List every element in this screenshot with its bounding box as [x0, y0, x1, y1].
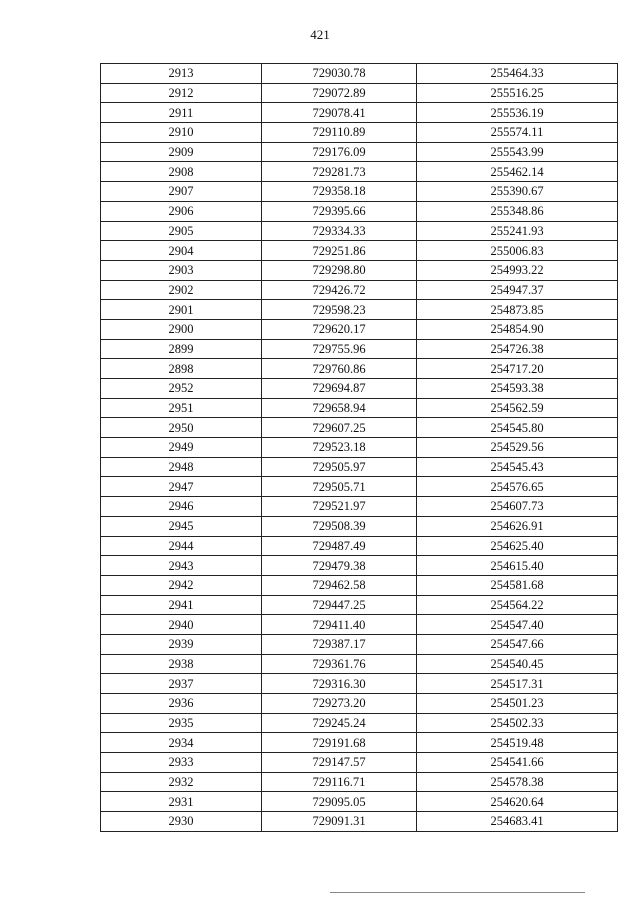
- y-coordinate-cell: 254873.85: [417, 300, 618, 320]
- y-coordinate-cell: 254576.65: [417, 477, 618, 497]
- point-number-cell: 2905: [101, 221, 262, 241]
- coordinates-table: [100, 63, 618, 832]
- x-coordinate-cell: 729316.30: [262, 674, 417, 694]
- point-number-cell: 2942: [101, 575, 262, 595]
- x-coordinate-cell: 729387.17: [262, 634, 417, 654]
- y-coordinate-cell: 254607.73: [417, 497, 618, 517]
- x-coordinate-cell: 729095.05: [262, 792, 417, 812]
- y-coordinate-cell: 255241.93: [417, 221, 618, 241]
- point-number-cell: 2899: [101, 339, 262, 359]
- point-number-cell: 2933: [101, 753, 262, 773]
- y-coordinate-cell: 254593.38: [417, 379, 618, 399]
- table-row: [101, 595, 618, 615]
- x-coordinate-cell: 729620.17: [262, 319, 417, 339]
- point-number-cell: 2911: [101, 103, 262, 123]
- x-coordinate-cell: 729147.57: [262, 753, 417, 773]
- point-number-cell: 2931: [101, 792, 262, 812]
- x-coordinate-cell: 729245.24: [262, 713, 417, 733]
- point-number-cell: 2938: [101, 654, 262, 674]
- x-coordinate-cell: 729447.25: [262, 595, 417, 615]
- y-coordinate-cell: 255543.99: [417, 142, 618, 162]
- x-coordinate-cell: 729116.71: [262, 772, 417, 792]
- x-coordinate-cell: 729281.73: [262, 162, 417, 182]
- x-coordinate-cell: 729298.80: [262, 260, 417, 280]
- x-coordinate-cell: 729091.31: [262, 812, 417, 832]
- table-row: [101, 575, 618, 595]
- y-coordinate-cell: 254529.56: [417, 438, 618, 458]
- footer-rule: [330, 892, 585, 893]
- table-row: [101, 497, 618, 517]
- table-row: [101, 300, 618, 320]
- point-number-cell: 2946: [101, 497, 262, 517]
- point-number-cell: 2902: [101, 280, 262, 300]
- y-coordinate-cell: 254993.22: [417, 260, 618, 280]
- table-row: [101, 615, 618, 635]
- x-coordinate-cell: 729110.89: [262, 123, 417, 143]
- point-number-cell: 2901: [101, 300, 262, 320]
- point-number-cell: 2939: [101, 634, 262, 654]
- x-coordinate-cell: 729334.33: [262, 221, 417, 241]
- y-coordinate-cell: 254562.59: [417, 398, 618, 418]
- y-coordinate-cell: 254547.66: [417, 634, 618, 654]
- point-number-cell: 2940: [101, 615, 262, 635]
- point-number-cell: 2930: [101, 812, 262, 832]
- x-coordinate-cell: 729072.89: [262, 83, 417, 103]
- table-row: [101, 733, 618, 753]
- point-number-cell: 2932: [101, 772, 262, 792]
- table-row: [101, 241, 618, 261]
- x-coordinate-cell: 729607.25: [262, 418, 417, 438]
- y-coordinate-cell: 254717.20: [417, 359, 618, 379]
- x-coordinate-cell: 729505.97: [262, 457, 417, 477]
- table-row: [101, 260, 618, 280]
- table-row: [101, 201, 618, 221]
- y-coordinate-cell: 254578.38: [417, 772, 618, 792]
- y-coordinate-cell: 255536.19: [417, 103, 618, 123]
- x-coordinate-cell: 729176.09: [262, 142, 417, 162]
- y-coordinate-cell: 254545.80: [417, 418, 618, 438]
- y-coordinate-cell: 254683.41: [417, 812, 618, 832]
- point-number-cell: 2904: [101, 241, 262, 261]
- y-coordinate-cell: 254581.68: [417, 575, 618, 595]
- x-coordinate-cell: 729479.38: [262, 556, 417, 576]
- table-row: [101, 772, 618, 792]
- table-row: [101, 182, 618, 202]
- point-number-cell: 2935: [101, 713, 262, 733]
- table-row: [101, 634, 618, 654]
- y-coordinate-cell: 254625.40: [417, 536, 618, 556]
- x-coordinate-cell: 729598.23: [262, 300, 417, 320]
- y-coordinate-cell: 255348.86: [417, 201, 618, 221]
- y-coordinate-cell: 255390.67: [417, 182, 618, 202]
- table-row: [101, 64, 618, 84]
- table-row: [101, 142, 618, 162]
- table-row: [101, 123, 618, 143]
- y-coordinate-cell: 254615.40: [417, 556, 618, 576]
- table-row: [101, 812, 618, 832]
- y-coordinate-cell: 254726.38: [417, 339, 618, 359]
- table-row: [101, 516, 618, 536]
- y-coordinate-cell: 254519.48: [417, 733, 618, 753]
- y-coordinate-cell: 255464.33: [417, 64, 618, 84]
- point-number-cell: 2949: [101, 438, 262, 458]
- table-row: [101, 379, 618, 399]
- table-row: [101, 792, 618, 812]
- x-coordinate-cell: 729760.86: [262, 359, 417, 379]
- point-number-cell: 2934: [101, 733, 262, 753]
- point-number-cell: 2941: [101, 595, 262, 615]
- point-number-cell: 2900: [101, 319, 262, 339]
- table-row: [101, 713, 618, 733]
- point-number-cell: 2937: [101, 674, 262, 694]
- point-number-cell: 2951: [101, 398, 262, 418]
- y-coordinate-cell: 254517.31: [417, 674, 618, 694]
- table-row: [101, 339, 618, 359]
- table-row: [101, 162, 618, 182]
- point-number-cell: 2944: [101, 536, 262, 556]
- x-coordinate-cell: 729505.71: [262, 477, 417, 497]
- point-number-cell: 2913: [101, 64, 262, 84]
- point-number-cell: 2906: [101, 201, 262, 221]
- x-coordinate-cell: 729078.41: [262, 103, 417, 123]
- point-number-cell: 2947: [101, 477, 262, 497]
- table-row: [101, 398, 618, 418]
- table-row: [101, 83, 618, 103]
- table-row: [101, 694, 618, 714]
- x-coordinate-cell: 729694.87: [262, 379, 417, 399]
- x-coordinate-cell: 729273.20: [262, 694, 417, 714]
- table-row: [101, 674, 618, 694]
- point-number-cell: 2948: [101, 457, 262, 477]
- y-coordinate-cell: 254947.37: [417, 280, 618, 300]
- x-coordinate-cell: 729361.76: [262, 654, 417, 674]
- table-row: [101, 418, 618, 438]
- point-number-cell: 2912: [101, 83, 262, 103]
- y-coordinate-cell: 254501.23: [417, 694, 618, 714]
- x-coordinate-cell: 729191.68: [262, 733, 417, 753]
- point-number-cell: 2903: [101, 260, 262, 280]
- y-coordinate-cell: 254502.33: [417, 713, 618, 733]
- table-row: [101, 103, 618, 123]
- y-coordinate-cell: 254564.22: [417, 595, 618, 615]
- y-coordinate-cell: 254626.91: [417, 516, 618, 536]
- x-coordinate-cell: 729030.78: [262, 64, 417, 84]
- table-row: [101, 319, 618, 339]
- table-row: [101, 221, 618, 241]
- x-coordinate-cell: 729358.18: [262, 182, 417, 202]
- point-number-cell: 2907: [101, 182, 262, 202]
- table-row: [101, 280, 618, 300]
- point-number-cell: 2908: [101, 162, 262, 182]
- table-row: [101, 477, 618, 497]
- y-coordinate-cell: 254854.90: [417, 319, 618, 339]
- table-row: [101, 457, 618, 477]
- point-number-cell: 2898: [101, 359, 262, 379]
- y-coordinate-cell: 255516.25: [417, 83, 618, 103]
- point-number-cell: 2952: [101, 379, 262, 399]
- point-number-cell: 2910: [101, 123, 262, 143]
- point-number-cell: 2945: [101, 516, 262, 536]
- x-coordinate-cell: 729411.40: [262, 615, 417, 635]
- x-coordinate-cell: 729395.66: [262, 201, 417, 221]
- y-coordinate-cell: 255006.83: [417, 241, 618, 261]
- y-coordinate-cell: 254547.40: [417, 615, 618, 635]
- x-coordinate-cell: 729523.18: [262, 438, 417, 458]
- x-coordinate-cell: 729251.86: [262, 241, 417, 261]
- page-number: 421: [310, 27, 330, 42]
- point-number-cell: 2909: [101, 142, 262, 162]
- y-coordinate-cell: 254541.66: [417, 753, 618, 773]
- x-coordinate-cell: 729487.49: [262, 536, 417, 556]
- y-coordinate-cell: 254545.43: [417, 457, 618, 477]
- point-number-cell: 2943: [101, 556, 262, 576]
- x-coordinate-cell: 729508.39: [262, 516, 417, 536]
- table-row: [101, 654, 618, 674]
- table-row: [101, 359, 618, 379]
- x-coordinate-cell: 729462.58: [262, 575, 417, 595]
- coordinates-table-body: [101, 64, 618, 832]
- x-coordinate-cell: 729426.72: [262, 280, 417, 300]
- table-row: [101, 556, 618, 576]
- x-coordinate-cell: 729658.94: [262, 398, 417, 418]
- point-number-cell: 2936: [101, 694, 262, 714]
- table-row: [101, 753, 618, 773]
- y-coordinate-cell: 254620.64: [417, 792, 618, 812]
- table-row: [101, 536, 618, 556]
- y-coordinate-cell: 255574.11: [417, 123, 618, 143]
- y-coordinate-cell: 255462.14: [417, 162, 618, 182]
- point-number-cell: 2950: [101, 418, 262, 438]
- x-coordinate-cell: 729521.97: [262, 497, 417, 517]
- table-row: [101, 438, 618, 458]
- y-coordinate-cell: 254540.45: [417, 654, 618, 674]
- x-coordinate-cell: 729755.96: [262, 339, 417, 359]
